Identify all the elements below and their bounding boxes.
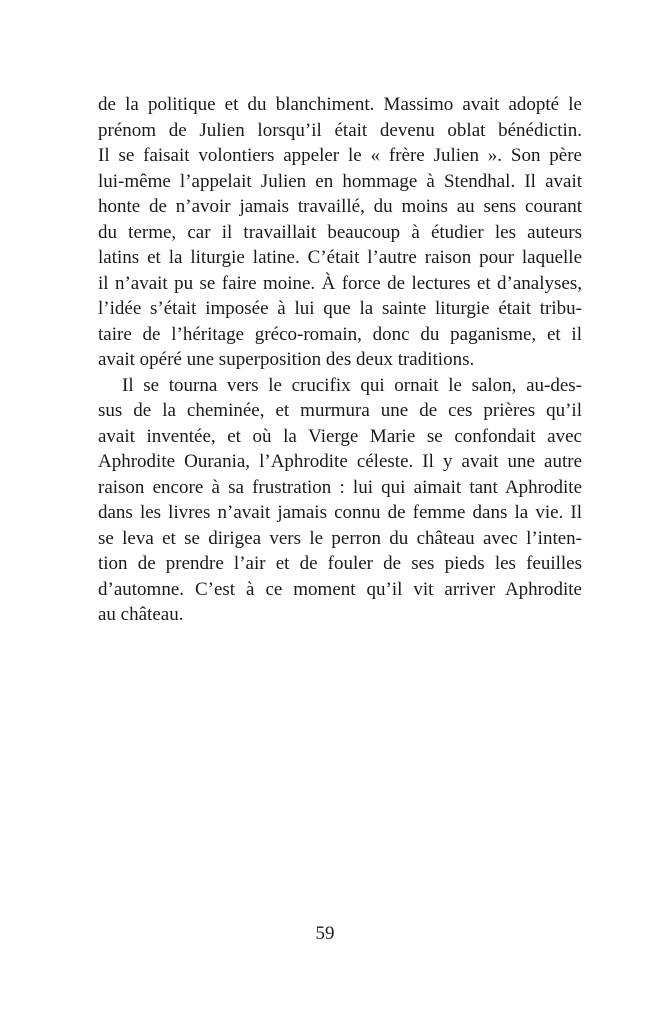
text-line: latins et la liturgie latine. C’était l’autre raison pour laquelle bbox=[98, 247, 582, 268]
text-line: Aphrodite Ourania, l’Aphrodite céleste. Il y avait une autre bbox=[98, 451, 582, 472]
text-line: du terme, car il travaillait beaucoup à étudier les auteurs bbox=[98, 221, 582, 243]
text-line: sus de la cheminée, et murmura une de ces prières qu’il bbox=[98, 400, 582, 421]
text-line: l’idée s’était imposée à lui que la sainte liturgie était tribu- bbox=[98, 298, 582, 319]
text-line: avait opéré une superposition des deux traditions. bbox=[98, 349, 475, 370]
text-line: dans les livres n’avait jamais connu de femme dans la vie. Il bbox=[98, 502, 582, 523]
text-line: tion de prendre l’air et de fouler de ses pieds les feuilles bbox=[98, 553, 582, 574]
text-line: taire de l’héritage gréco-romain, donc du paganisme, et il bbox=[98, 323, 582, 345]
text-line: raison encore à sa frustration : lui qui aimait tant Aphrodite bbox=[98, 476, 582, 498]
text-line: honte de n’avoir jamais travaillé, du moins au sens courant bbox=[98, 196, 582, 217]
text-line: de la politique et du blanchiment. Massimo avait adopté le bbox=[98, 94, 582, 115]
text-line: se leva et se dirigea vers le perron du château avec l’inten- bbox=[98, 527, 582, 549]
text-line: Il se tourna vers le crucifix qui ornait le salon, au-des- bbox=[122, 374, 582, 396]
page-number: 59 bbox=[315, 923, 335, 944]
page-body bbox=[98, 92, 582, 628]
text-line: Il se faisait volontiers appeler le « frère Julien ». Son père bbox=[98, 145, 582, 166]
paragraph-1 bbox=[98, 92, 582, 373]
text-line: il n’avait pu se faire moine. À force de lectures et d’analyses, bbox=[98, 272, 582, 294]
text-line: lui-même l’appelait Julien en hommage à Stendhal. Il avait bbox=[98, 170, 582, 192]
paragraph-2 bbox=[98, 373, 582, 628]
text-line: d’automne. C’est à ce moment qu’il vit arriver Aphrodite bbox=[98, 578, 582, 600]
text-line: au château. bbox=[98, 604, 184, 625]
text-line: avait inventée, et où la Vierge Marie se confondait avec bbox=[98, 425, 582, 447]
text-line: prénom de Julien lorsqu’il était devenu oblat bénédictin. bbox=[98, 119, 582, 141]
